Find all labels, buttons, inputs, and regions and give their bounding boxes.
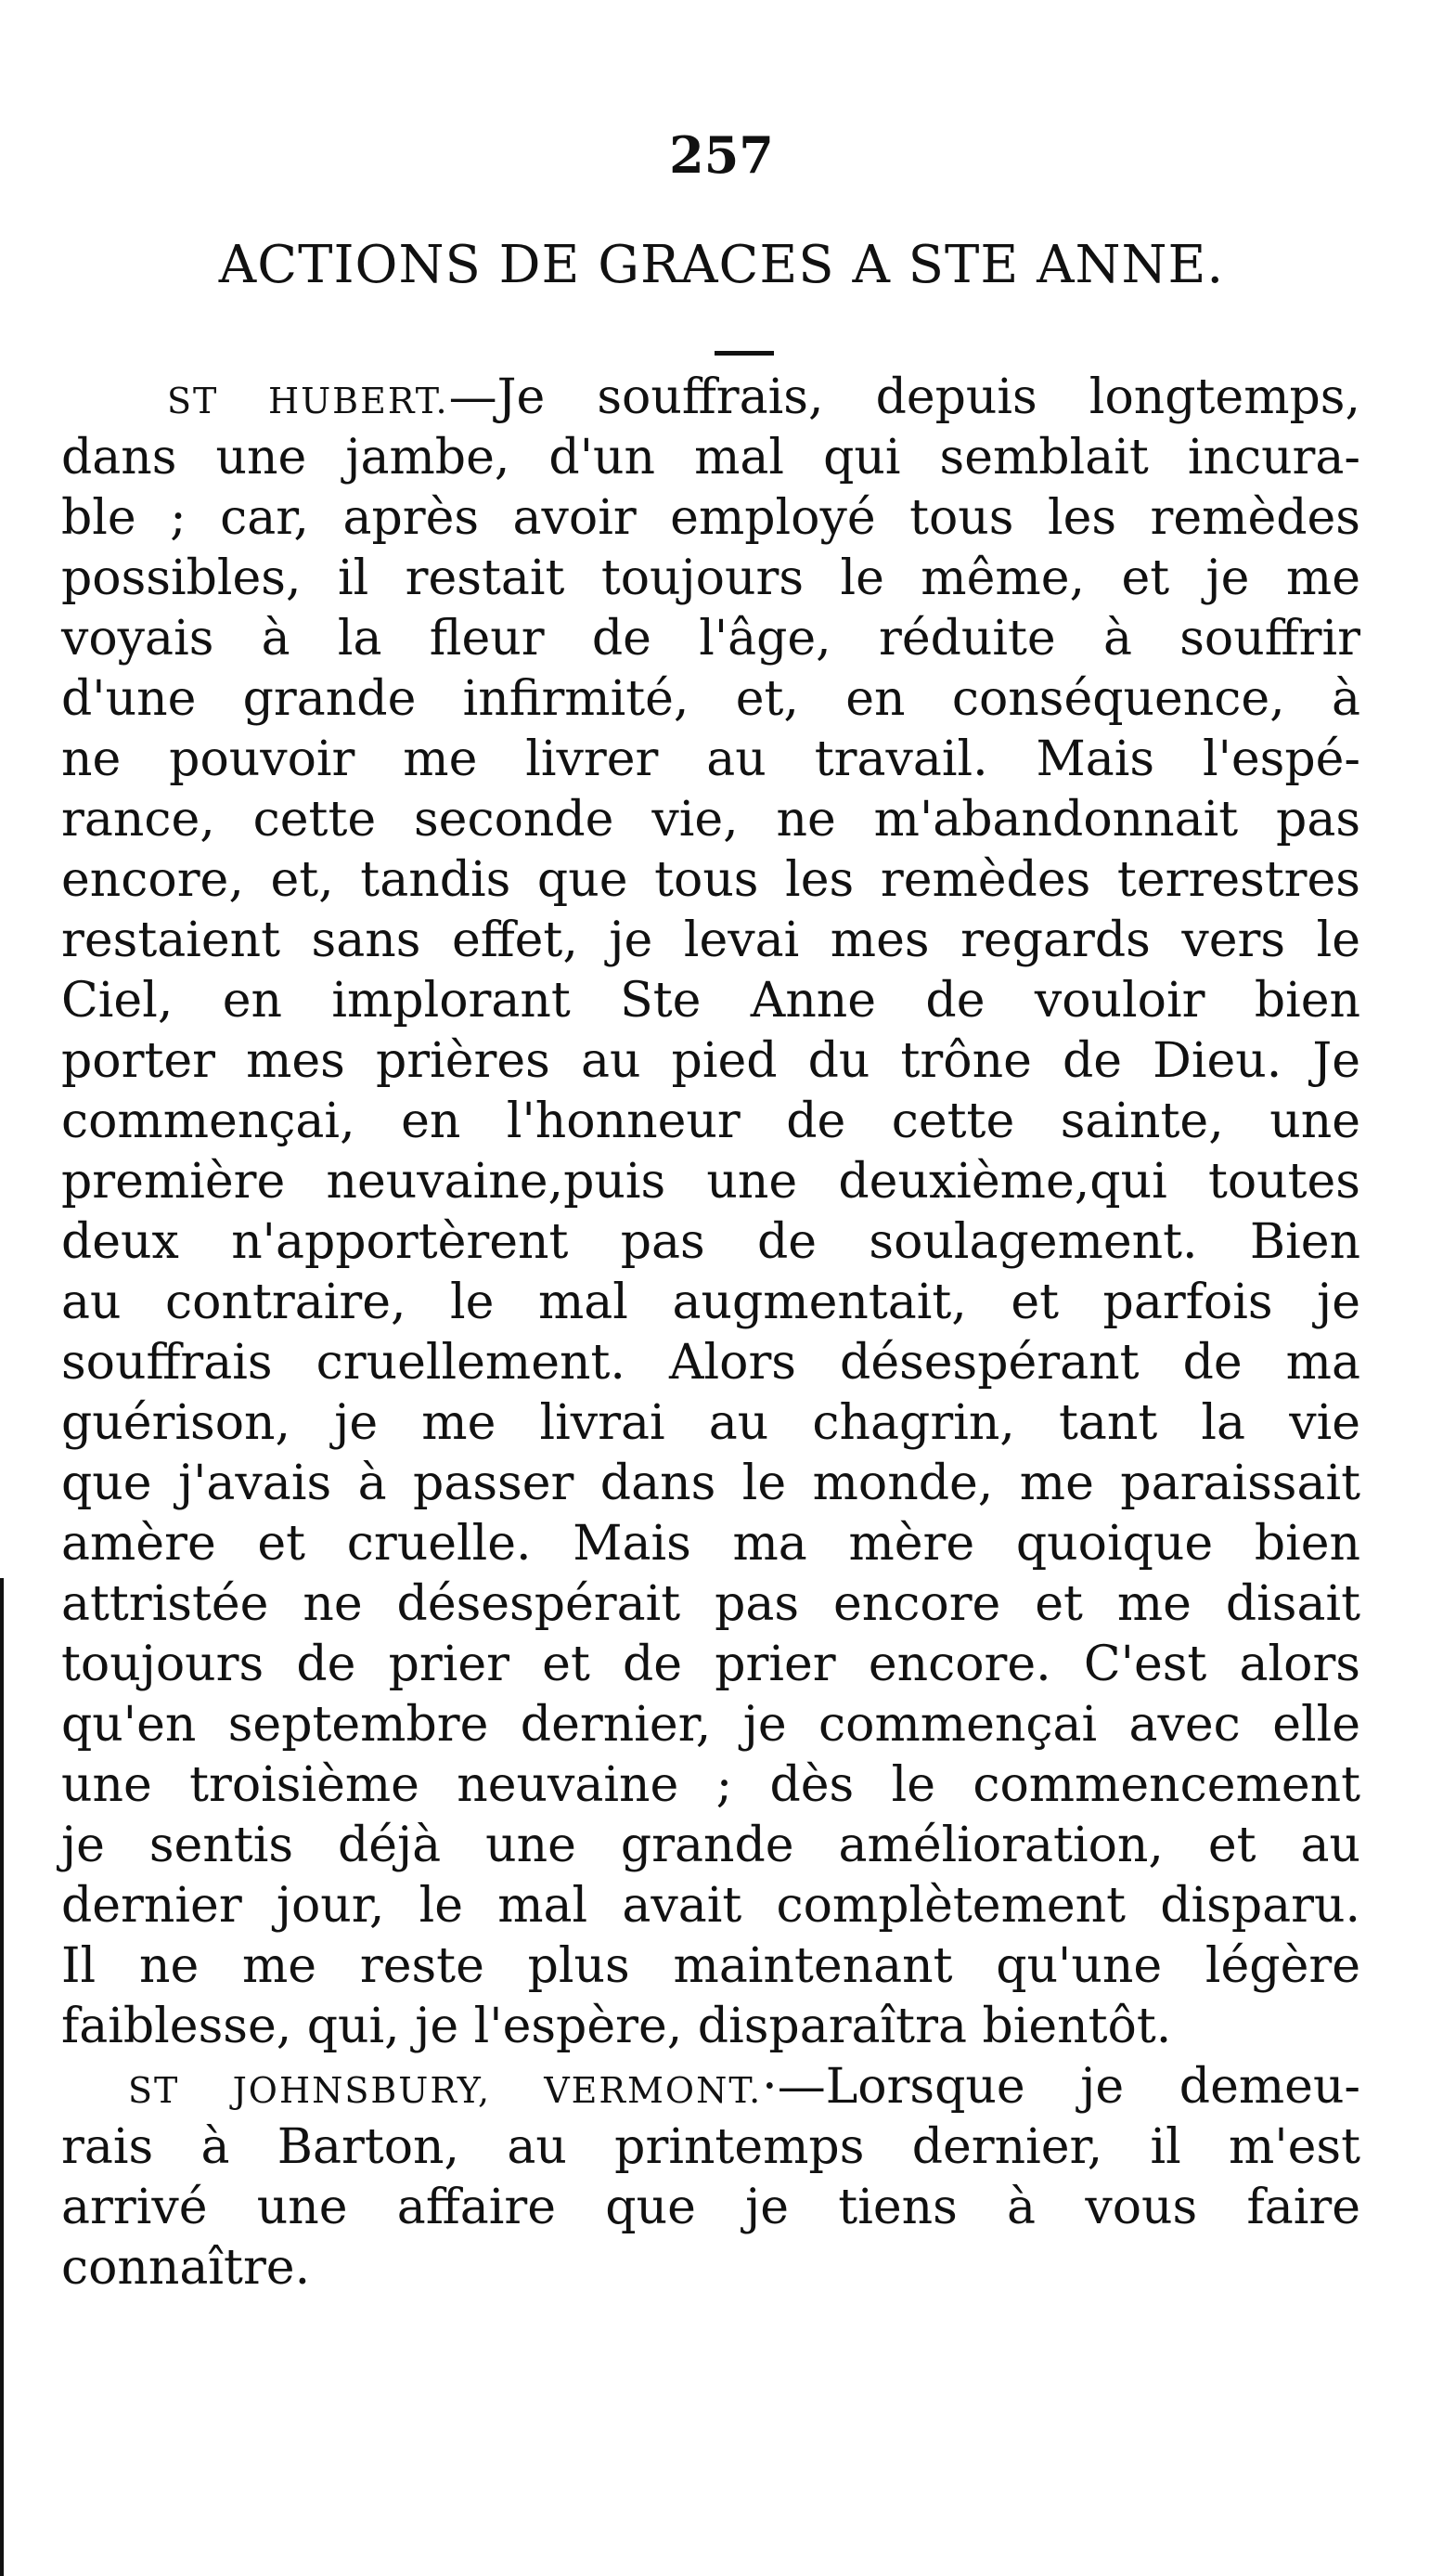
text-line: une troisième neuvaine ; dès le commencement (61, 1757, 1360, 1813)
text-line: toujours de prier et de prier encore. C'est alors (61, 1637, 1360, 1692)
text-line: faiblesse, qui, je l'espère, disparaîtra bientôt. (61, 1999, 1172, 2054)
text-line: première neuvaine,puis une deuxième,qui toutes (61, 1154, 1360, 1210)
text-line: ne pouvoir me livrer au travail. Mais l'espé- (61, 731, 1360, 787)
text-line: possibles, il restait toujours le même, et je me (61, 550, 1360, 606)
text-line: dans une jambe, d'un mal qui semblait incura- (61, 430, 1360, 485)
text-line: deux n'apportèrent pas de soulagement. Bien (61, 1214, 1360, 1270)
text-line: arrivé une affaire que je tiens à vous faire (61, 2180, 1360, 2235)
text-line: encore, et, tandis que tous les remèdes terrestres (61, 852, 1360, 908)
text-line: qu'en septembre dernier, je commençai avec elle (61, 1697, 1360, 1753)
text-line: ST HUBERT.—Je souffrais, depuis longtemps, (167, 369, 1361, 425)
text-line: Ciel, en implorant Ste Anne de vouloir bien (61, 973, 1360, 1029)
text-line: souffrais cruellement. Alors désespérant de ma (61, 1335, 1360, 1391)
title-divider (715, 351, 774, 356)
text-line: voyais à la fleur de l'âge, réduite à souffrir (61, 611, 1360, 667)
text-line: d'une grande infirmité, et, en conséquence, à (61, 671, 1360, 727)
text-line: je sentis déjà une grande amélioration, et au (61, 1818, 1360, 1873)
page-number: 257 (669, 125, 774, 185)
scan-margin-edge (0, 1578, 4, 2576)
entry-heading: ST JOHNSBURY, VERMONT. (128, 2070, 763, 2111)
text-line: dernier jour, le mal avait complètement disparu. (61, 1878, 1360, 1934)
page-title: ACTIONS DE GRACES A STE ANNE. (218, 235, 1225, 295)
text-line: Il ne me reste plus maintenant qu'une légère (61, 1938, 1360, 1994)
text-line: connaître. (61, 2240, 311, 2296)
text-line: ST JOHNSBURY, VERMONT.·—Lorsque je demeu- (128, 2059, 1361, 2115)
body-text (61, 368, 1360, 2298)
text-line: au contraire, le mal augmentait, et parfois je (61, 1275, 1360, 1330)
text-line: rance, cette seconde vie, ne m'abandonnait pas (61, 792, 1360, 848)
text-line: restaient sans effet, je levai mes regards vers le (61, 913, 1360, 968)
text-line: rais à Barton, au printemps dernier, il m'est (61, 2119, 1360, 2175)
text-line: que j'avais à passer dans le monde, me paraissait (61, 1456, 1360, 1511)
text-line: guérison, je me livrai au chagrin, tant la vie (61, 1395, 1360, 1451)
text-line: porter mes prières au pied du trône de Dieu. Je (61, 1033, 1360, 1089)
text-line: ble ; car, après avoir employé tous les remèdes (61, 490, 1360, 546)
text-line: attristée ne désespérait pas encore et me disait (61, 1576, 1360, 1632)
entry-heading: ST HUBERT. (167, 381, 449, 421)
text-line: amère et cruelle. Mais ma mère quoique bien (61, 1516, 1360, 1572)
text-line: commençai, en l'honneur de cette sainte, une (61, 1094, 1360, 1149)
